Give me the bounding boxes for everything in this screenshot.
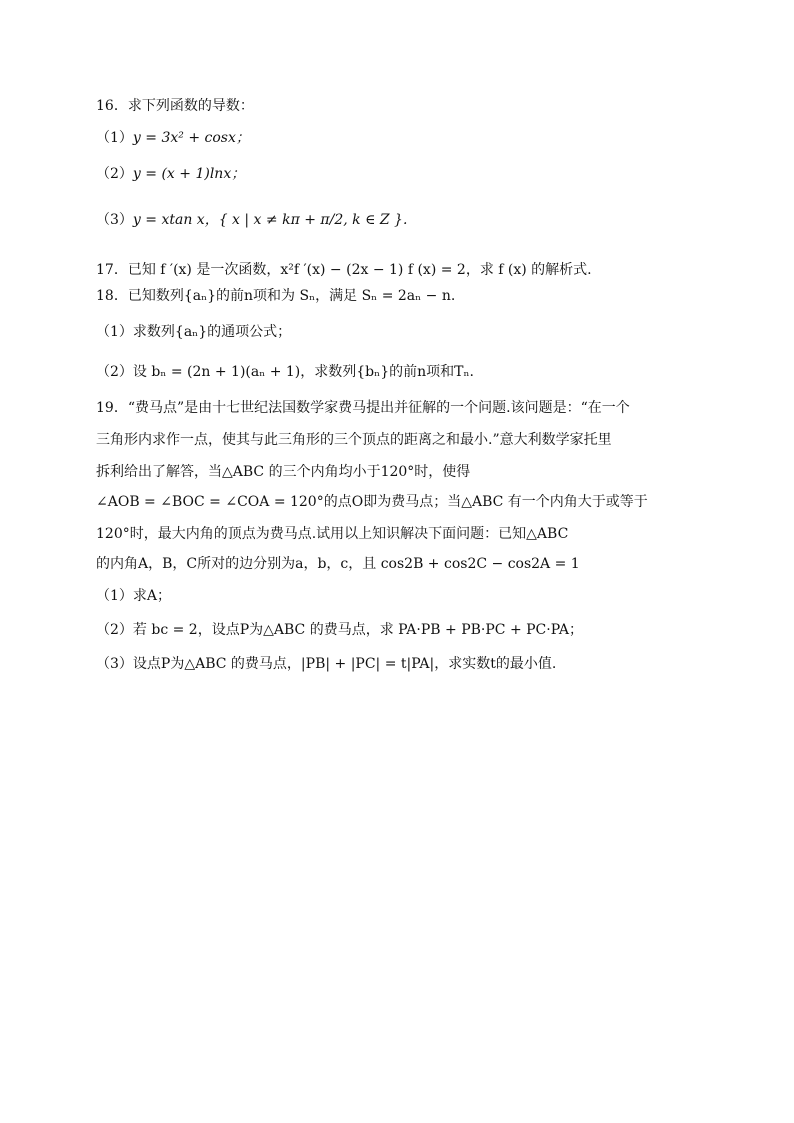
item-expression: y = xtan x，{ x | x ≠ kπ + π/2, k ∈ Z }. — [132, 212, 408, 228]
problem-16-item-3 — [96, 210, 716, 230]
item-number: （2） — [96, 364, 133, 380]
item-number: （1） — [96, 130, 133, 146]
item-number: （1） — [96, 588, 133, 604]
problem-18-title: 18．已知数列{aₙ}的前n项和为 Sₙ，满足 Sₙ = 2aₙ − n. — [96, 288, 456, 304]
item-number: （2） — [96, 622, 133, 638]
problem-19-line-1: 19．“费马点”是由十七世纪法国数学家费马提出并征解的一个问题.该问题是：“在一个 — [96, 400, 630, 416]
problem-19-line-2: 三角形内求作一点，使其与此三角形的三个顶点的距离之和最小.”意大利数学家托里 — [96, 432, 612, 448]
problem-16-title: 16．求下列函数的导数： — [96, 98, 254, 114]
item-text: 设点P为△ABC 的费马点，|PB| + |PC| = t|PA|，求实数t的最小值. — [132, 656, 557, 672]
item-number: （3） — [96, 212, 133, 228]
item-expression: y = 3x² + cosx； — [132, 130, 250, 146]
item-text: 求数列{aₙ}的通项公式； — [132, 324, 292, 340]
problem-19-item-1 — [96, 586, 716, 606]
item-text: 设 bₙ = (2n + 1)(aₙ + 1)，求数列{bₙ}的前n项和Tₙ. — [132, 364, 474, 380]
problem-19-line-5: 120°时，最大内角的顶点为费马点.试用以上知识解决下面问题：已知△ABC — [96, 526, 569, 542]
problem-17-text: 17．已知 f ′(x) 是一次函数，x²f ′(x) − (2x − 1) f (x) = 2，求 f (x) 的解析式. — [96, 262, 592, 278]
problem-19-line-6: 的内角A，B，C所对的边分别为a，b，c，且 cos2B + cos2C − cos2A = 1 — [96, 556, 580, 572]
problem-16-item-2 — [96, 164, 716, 184]
problem-19-line-3: 拆利给出了解答，当△ABC 的三个内角均小于120°时，使得 — [96, 464, 471, 480]
problem-19-item-3 — [96, 654, 716, 674]
item-text: 若 bc = 2，设点P为△ABC 的费马点，求 PA·PB + PB·PC + PC·PA； — [132, 622, 583, 638]
item-number: （3） — [96, 656, 133, 672]
item-number: （1） — [96, 324, 133, 340]
problem-19-line-4: ∠AOB = ∠BOC = ∠COA = 120°的点O即为费马点；当△ABC 有一个内角大于或等于 — [96, 494, 648, 510]
problem-18-item-2 — [96, 362, 716, 382]
item-text: 求A； — [132, 588, 172, 604]
problem-18-item-1 — [96, 322, 716, 342]
problem-19-item-2 — [96, 620, 716, 640]
item-expression: y = (x + 1)lnx； — [132, 166, 246, 182]
problem-16-item-1 — [96, 128, 716, 148]
item-number: （2） — [96, 166, 133, 182]
